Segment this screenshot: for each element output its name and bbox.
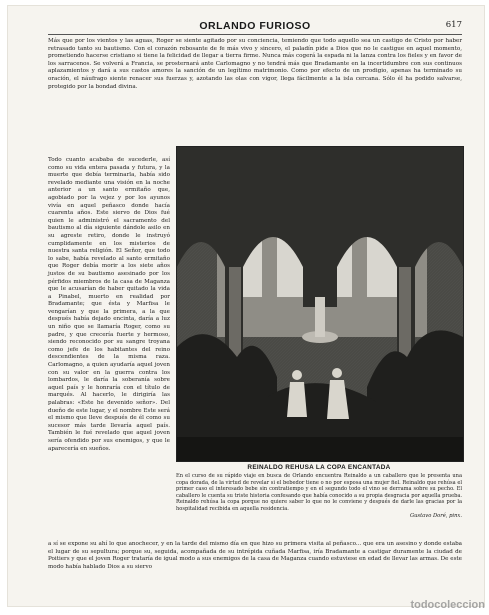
illustration-caption	[176, 464, 462, 519]
caption-text: En el curso de su rápido viaje en busca de Orlando encuentra Reinaldo a un caballero que le presenta una copa dorada, de la virtud de revelar si el bebedor tiene o no por esposa una mujer fiel. Reinaldo que rehúsa el primer caso el interesado bebe sin contratiempo y en el segundo todo el vino se derrama sobre su pecho. El caballero le cuenta su triste historia confesando que había conocido a su propia desgracia por aquella prueba. Reinaldo rehúsa la copa porque no quiere saber lo que no le conviene y después de darle las gracias por la hospitalidad recibida en aquella residencia.	[176, 473, 462, 512]
running-title: ORLANDO FURIOSO	[199, 20, 311, 32]
engraving-drawing	[177, 147, 463, 461]
page-header	[48, 20, 462, 34]
body-paragraph-left-column: Todo cuanto acababa de sucederle, así como su vida entera pasada y futura, y la muerte que debía terminarla, había sido revelado mediante una visión en la noche anterior a un santo ermitaño que, agobiado por la vejez y por los ayunos vivía en aquel peñasco donde hacía cuarenta años. Este siervo de Dios fué quien le administró el sacramento del bautismo al día siguiente dándole asilo en su agreste retiro, donde le instruyó cumplidamente en los misterios de nuestra santa religión. El Señor, que todo lo sabe, había revelado al santo ermitaño que Roger debía morir a los siete años justos de su bautismo asesinado por los pérfidos miembros de la casa de Maganza que le acusarían de haber quitado la vida a Pinabel, muerto en realidad por Bradamante; que ésta y Marfisa le vengarían y que la primera, a la que después había dejado encinta, daría a luz un niño que se llamaría Roger, como su padre, y que crecería fuerte y hermoso, siendo reconocido por su sangre troyana como jefe de los habitantes del reino descendientes de la misma raza. Carlomagno, a quien ayudaría aquel joven con su valor en la guerra contra los lombardos, le daría la soberanía sobre aquel país y le honraría con el título de marqués. Al hacerlo, le dirigiría las palabras: «Este he devenido señor». Del dueño de este lugar, y el nombre Este será el mismo que lleve después de él como su sucesor más tarde llevaría aquel país. También le fué revelado que aquel joven sería ofendido por sus enemigos, y que le aparecería en sueños.	[48, 157, 170, 452]
caption-title: REINALDO REHUSA LA COPA ENCANTADA	[247, 464, 391, 471]
body-paragraph-top: Más que por los vientos y las aguas, Roger se siente agitado por su conciencia, temiendo que todo aquello sea un castigo de Cristo por haber retrasado tanto su bautismo. Con el corazón rebosante de fe más vivo y sincero, el paladín pide a Dios que no le castigue en aquel momento, prometiendo hacerse cristiano si tiene la felicidad de llegar a tierra firme. Nunca más cogerá la espada ni la lanza contra los fieles y en favor de los sarracenos. Se volverá a Francia, se prosternará ante Carlomagno y no tendrá más que Bradamante en la incertidumbre con sus continuos aplazamientos y dará a sus castos amores la sanción de un legítimo matrimonio. Como por efecto de un prodigio, apenas ha terminado su oración, el náufrago siente renacer sus fuerzas y, azotando las olas con vigor, llega fácilmente a la isla cercana. Sólo él ha podido salvarse, protegido por la bondad divina.	[48, 38, 462, 90]
engraving-illustration	[176, 146, 464, 462]
book-page	[8, 6, 484, 606]
header-rule	[48, 34, 462, 35]
page-number: 617	[445, 20, 462, 30]
caption-credit: Gustavo Doré, pinx.	[409, 513, 462, 519]
body-paragraph-bottom: a sí se expone su ahí lo que anochecer, y en la tarde del mismo día en que hizo su primera visita al peñasco... que era un asesino y donde estaba el lugar de su sepultura; porque su, seguida, acompañada de su intrépida cuñada Marfisa, iría Bradamante a castigar duramente la ciudad de Poitiers y que el joven Roger trataría de igual modo a sus enemigos de la casa de Maganza cuando estuviese en edad de llevar las armas. De este modo había hablado Dios a su siervo	[48, 541, 462, 570]
watermark-logo: todocoleccion	[410, 599, 485, 611]
